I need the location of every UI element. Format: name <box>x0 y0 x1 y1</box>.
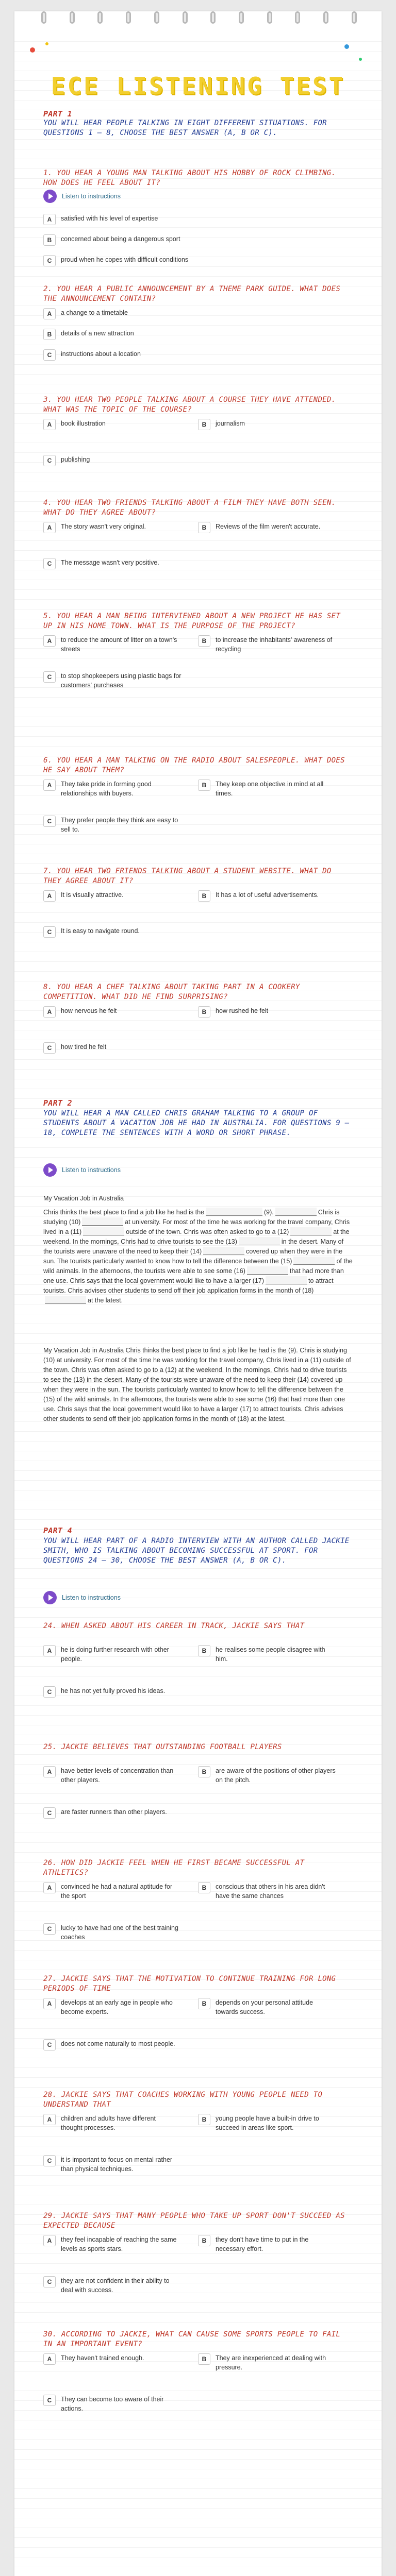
answer-option[interactable] <box>43 890 177 902</box>
option-text: they don't have time to put in the necessary effort. <box>216 2236 309 2252</box>
option-text: does not come naturally to most people. <box>61 2040 175 2047</box>
answer-blank-input[interactable] <box>290 1227 332 1235</box>
option-text: It is visually attractive. <box>61 891 124 899</box>
passage-plain: My Vacation Job in Australia Chris thinks the best place to find a job like he had is the (9). Chris is studying (10) at university. For most of the time he was working for the travel company, Chris lived in a (11) outside of the town. Chris was often asked to go to a (12) at the weekend. In the mornings, Chris had to drive tourists to see the (13) in the desert. Many of the tourists were unaware of the need to keep their (14) covered up when they were in the sun. The tourists particularly wanted to know how to tell the difference between the (15) of the wild animals. In the afternoons, the tourists were able to see some (16) that had more than one use. Chris says that the local government would like to have a larger (17) to attract tourists. Chris advises other students to send off their job application forms in the month of (18) at the latest. <box>43 1347 351 1422</box>
answer-option[interactable] <box>43 2276 183 2295</box>
option-text: they feel incapable of reaching the same levels as sports stars. <box>61 2236 177 2252</box>
ring-icon <box>295 11 300 24</box>
option-letter[interactable]: A <box>43 1882 56 1893</box>
question-text: 24. WHEN ASKED ABOUT HIS CAREER IN TRACK, JACKIE SAYS THAT <box>43 1622 305 1630</box>
option-letter[interactable]: B <box>198 2353 210 2365</box>
option-letter[interactable]: C <box>43 255 56 266</box>
option-text: convinced he had a natural aptitude for the sport <box>61 1883 173 1900</box>
answer-blank-input[interactable] <box>266 1276 307 1284</box>
answer-option[interactable] <box>198 2114 337 2132</box>
passage-segment: outside of the town. Chris was often asked to go to a (12) <box>126 1228 289 1235</box>
answer-blank-input[interactable] <box>247 1266 288 1275</box>
play-icon[interactable] <box>43 190 57 203</box>
option-letter[interactable]: B <box>198 1645 210 1656</box>
answer-option[interactable] <box>198 1006 337 1018</box>
answer-option[interactable] <box>198 522 337 533</box>
question-text: 6. YOU HEAR A MAN TALKING ON THE RADIO ABOUT SALESPEOPLE. WHAT DOES HE SAY ABOUT THEM? <box>43 756 345 774</box>
option-text: he is doing further research with other people. <box>61 1646 169 1663</box>
ring-icon <box>352 11 357 24</box>
option-letter[interactable]: A <box>43 1766 56 1777</box>
decor-dot-icon <box>359 58 362 61</box>
answer-option[interactable] <box>198 2235 337 2253</box>
answer-blank-input[interactable] <box>82 1217 123 1226</box>
option-text: have better levels of concentration than other players. <box>61 1767 174 1784</box>
passage-segment: at the weekend. In the mornings, Chris had to drive tourists to see the (13) <box>43 1228 350 1245</box>
page-title: ECE LISTENING TEST <box>51 72 345 100</box>
answer-blank-input[interactable] <box>45 1296 86 1304</box>
option-letter[interactable]: B <box>198 2235 210 2246</box>
answer-option[interactable] <box>43 1766 177 1785</box>
option-text: he has not yet fully proved his ideas. <box>61 1687 166 1694</box>
answer-blank-input[interactable] <box>83 1227 124 1235</box>
ring-icon <box>239 11 244 24</box>
answer-option[interactable] <box>198 1998 337 2016</box>
option-text: develops at an early age in people who become experts. <box>61 1999 173 2015</box>
answer-option[interactable] <box>43 1923 183 1942</box>
listen-label: Listen to instructions <box>62 1166 121 1174</box>
option-text: children and adults have different thought processes. <box>61 2115 156 2131</box>
answer-blank-input[interactable] <box>206 1208 262 1216</box>
answer-option[interactable] <box>43 2395 183 2413</box>
answer-option[interactable] <box>43 635 177 654</box>
answer-blank-input[interactable] <box>203 1247 244 1255</box>
question-text: 26. HOW DID JACKIE FEEL WHEN HE FIRST BECAME SUCCESSFUL AT ATHLETICS? <box>43 1859 305 1877</box>
answer-option[interactable] <box>43 234 342 246</box>
option-letter[interactable]: B <box>198 779 210 791</box>
ring-icon <box>126 11 131 24</box>
answer-option[interactable] <box>43 1882 177 1901</box>
answer-option[interactable] <box>198 1766 337 1785</box>
passage-gapfill <box>43 1194 353 1306</box>
worksheet <box>14 11 382 2576</box>
answer-blank-input[interactable] <box>275 1208 317 1216</box>
option-text: book illustration <box>61 420 106 427</box>
option-letter[interactable]: A <box>43 1998 56 2009</box>
ring-icon <box>97 11 103 24</box>
answer-option[interactable] <box>43 455 183 466</box>
option-text: depends on your personal attitude towards success. <box>216 1999 314 2015</box>
part-instructions: YOU WILL HEAR PEOPLE TALKING IN EIGHT DIFFERENT SITUATIONS. FOR QUESTIONS 1 – 8, CHOOSE THE BEST ANSWER (A, B OR C). <box>43 119 327 137</box>
option-text: to reduce the amount of litter on a town's streets <box>61 636 177 653</box>
listen-instructions-button[interactable] <box>43 1163 353 1177</box>
option-letter[interactable]: A <box>43 522 56 533</box>
question-text: 4. YOU HEAR TWO FRIENDS TALKING ABOUT A FILM THEY HAVE BOTH SEEN. WHAT DO THEY AGREE ABOUT? <box>43 499 336 517</box>
option-letter[interactable]: C <box>43 1042 56 1054</box>
option-text: instructions about a location <box>61 350 141 358</box>
option-text: They are inexperienced at dealing with pressure. <box>216 2354 326 2371</box>
option-letter[interactable]: C <box>43 455 56 466</box>
option-letter[interactable]: B <box>43 329 56 340</box>
ring-icon <box>154 11 159 24</box>
option-letter[interactable]: C <box>43 2155 56 2166</box>
passage-segment: to attract tourists. Chris advises other students to send off their job application forms in the month of (18) <box>43 1277 334 1294</box>
answer-option[interactable] <box>43 522 177 533</box>
option-letter[interactable]: C <box>43 558 56 569</box>
option-letter[interactable]: B <box>198 1006 210 1018</box>
answer-option[interactable] <box>198 1645 337 1664</box>
ring-icon <box>323 11 328 24</box>
question-text: 27. JACKIE SAYS THAT THE MOTIVATION TO CONTINUE TRAINING FOR LONG PERIODS OF TIME <box>43 1975 336 1993</box>
part-label: PART 1 <box>43 109 72 118</box>
option-letter[interactable]: A <box>43 308 56 319</box>
answer-option[interactable] <box>43 214 342 225</box>
question-text: 28. JACKIE SAYS THAT COACHES WORKING WITH YOUNG PEOPLE NEED TO UNDERSTAND THAT <box>43 2091 323 2109</box>
option-letter[interactable]: B <box>198 419 210 430</box>
answer-option[interactable] <box>43 349 342 361</box>
option-text: how tired he felt <box>61 1043 107 1050</box>
answer-option[interactable] <box>198 1882 337 1901</box>
answer-option[interactable] <box>43 558 183 569</box>
option-letter[interactable]: A <box>43 2353 56 2365</box>
question-text: 8. YOU HEAR A CHEF TALKING ABOUT TAKING PART IN A COOKERY COMPETITION. WHAT DID HE FIND SURPRISING? <box>43 983 300 1001</box>
option-text: It has a lot of useful advertisements. <box>216 891 319 899</box>
answer-option[interactable] <box>43 671 183 690</box>
passage-segment: covered up when they were in the sun. The tourists particularly wanted to know how to tell the difference between the (15) <box>43 1248 343 1265</box>
question-text: 25. JACKIE BELIEVES THAT OUTSTANDING FOOTBALL PLAYERS <box>43 1743 282 1751</box>
option-letter[interactable]: B <box>198 1998 210 2009</box>
option-text: it is important to focus on mental rather than physical techniques. <box>61 2156 173 2173</box>
question-text: 29. JACKIE SAYS THAT MANY PEOPLE WHO TAKE UP SPORT DON'T SUCCEED AS EXPECTED BECAUSE <box>43 2212 345 2230</box>
option-text: publishing <box>61 456 90 463</box>
option-text: young people have a built-in drive to succeed in areas like sport. <box>216 2115 319 2131</box>
answer-option[interactable] <box>198 779 337 798</box>
option-letter[interactable]: B <box>198 890 210 902</box>
answer-option[interactable] <box>43 1006 177 1018</box>
option-text: journalism <box>216 420 245 427</box>
option-letter[interactable]: B <box>43 234 56 246</box>
decor-dot-icon <box>45 42 48 45</box>
option-letter[interactable]: B <box>198 1882 210 1893</box>
answer-option[interactable] <box>43 816 183 834</box>
answer-option[interactable] <box>43 1998 177 2016</box>
option-letter[interactable]: C <box>43 1686 56 1698</box>
option-text: are aware of the positions of other players on the pitch. <box>216 1767 336 1784</box>
option-letter[interactable]: C <box>43 2395 56 2406</box>
answer-option[interactable] <box>43 2353 177 2365</box>
answer-option[interactable] <box>43 2155 183 2174</box>
answer-option[interactable] <box>43 1042 183 1054</box>
option-text: They can become too aware of their actions. <box>61 2396 164 2412</box>
option-letter[interactable]: B <box>198 1766 210 1777</box>
answer-option[interactable] <box>43 255 342 266</box>
option-letter[interactable]: C <box>43 1807 56 1819</box>
option-letter[interactable]: C <box>43 2039 56 2050</box>
option-text: they are not confident in their ability to deal with success. <box>61 2277 170 2294</box>
option-letter[interactable]: A <box>43 779 56 791</box>
option-letter[interactable]: A <box>43 635 56 647</box>
option-letter[interactable]: C <box>43 816 56 827</box>
part-label: PART 2 <box>43 1098 72 1108</box>
answer-option[interactable] <box>43 2235 177 2253</box>
option-text: Reviews of the film weren't accurate. <box>216 523 321 530</box>
option-text: It is easy to navigate round. <box>61 927 140 935</box>
ring-icon <box>183 11 188 24</box>
option-letter[interactable]: B <box>198 522 210 533</box>
decor-dot-icon <box>30 47 35 53</box>
option-text: how nervous he felt <box>61 1007 117 1014</box>
answer-option[interactable] <box>43 2039 183 2050</box>
passage-segment: Chris thinks the best place to find a job like he had is the <box>43 1209 204 1216</box>
ring-icon <box>70 11 75 24</box>
passage-segment: at the latest. <box>88 1297 123 1304</box>
option-letter[interactable]: C <box>43 926 56 938</box>
answer-option[interactable] <box>43 779 177 798</box>
option-letter[interactable]: C <box>43 671 56 683</box>
option-text: The story wasn't very original. <box>61 523 146 530</box>
option-text: They take pride in forming good relationships with buyers. <box>61 781 152 797</box>
question-text: 5. YOU HEAR A MAN BEING INTERVIEWED ABOUT A NEW PROJECT HE HAS SET UP IN HIS HOME TOWN. WHAT IS THE PURPOSE OF THE PROJECT? <box>43 612 341 630</box>
ring-icon <box>210 11 216 24</box>
option-letter[interactable]: C <box>43 349 56 361</box>
ring-icon <box>267 11 272 24</box>
listen-instructions-button[interactable] <box>43 1590 353 1605</box>
option-letter[interactable]: B <box>198 635 210 647</box>
question-text: 30. ACCORDING TO JACKIE, WHAT CAN CAUSE SOME SPORTS PEOPLE TO FAIL IN AN IMPORTANT EVENT? <box>43 2330 341 2348</box>
option-text: satisfied with his level of expertise <box>61 215 158 222</box>
option-text: conscious that others in his area didn't have the same chances <box>216 1883 325 1900</box>
option-text: how rushed he felt <box>216 1007 269 1014</box>
option-text: They prefer people they think are easy to sell to. <box>61 817 178 833</box>
option-text: lucky to have had one of the best training coaches <box>61 1924 178 1941</box>
answer-blank-input[interactable] <box>239 1237 280 1245</box>
decor-dot-icon <box>344 44 349 49</box>
answer-option[interactable] <box>43 419 177 430</box>
option-letter[interactable]: A <box>43 419 56 430</box>
option-text: are faster runners than other players. <box>61 1808 167 1816</box>
option-text: They keep one objective in mind at all times. <box>216 781 324 797</box>
option-letter[interactable]: A <box>43 890 56 902</box>
option-text: to increase the inhabitants' awareness of recycling <box>216 636 333 653</box>
play-icon[interactable] <box>43 1591 57 1604</box>
option-text: proud when he copes with difficult conditions <box>61 256 189 263</box>
answer-option[interactable] <box>43 329 342 340</box>
option-letter[interactable]: C <box>43 2276 56 2287</box>
passage-segment: at university. For most of the time he was working for the travel company, Chris lived in a (11) <box>43 1218 350 1235</box>
question-text: 1. YOU HEAR A YOUNG MAN TALKING ABOUT HIS HOBBY OF ROCK CLIMBING. HOW DOES HE FEEL ABOUT IT? <box>43 169 336 187</box>
answer-option[interactable] <box>198 890 337 902</box>
question-text: 7. YOU HEAR TWO FRIENDS TALKING ABOUT A STUDENT WEBSITE. WHAT DO THEY AGREE ABOUT IT? <box>43 867 332 885</box>
passage-segment: in the desert. Many of the tourists were unaware of the need to keep their (14) <box>43 1238 344 1255</box>
passage-segment: of the wild animals. In the afternoons, the tourists were able to see some (16) <box>43 1258 353 1275</box>
option-text: concerned about being a dangerous sport <box>61 235 180 243</box>
answer-option[interactable] <box>43 1807 183 1819</box>
option-letter[interactable]: B <box>198 2114 210 2125</box>
option-text: he realises some people disagree with him. <box>216 1646 325 1663</box>
answer-option[interactable] <box>198 2353 337 2372</box>
passage-segment: (9). <box>264 1209 274 1216</box>
option-letter[interactable]: A <box>43 1645 56 1656</box>
option-text: details of a new attraction <box>61 330 134 337</box>
answer-option[interactable] <box>198 419 337 430</box>
option-text: They haven't trained enough. <box>61 2354 144 2362</box>
part-label: PART 4 <box>43 1526 72 1535</box>
answer-option[interactable] <box>198 635 337 654</box>
option-letter[interactable]: C <box>43 1923 56 1935</box>
listen-label: Listen to instructions <box>62 193 121 200</box>
option-letter[interactable]: A <box>43 2114 56 2125</box>
option-text: a change to a timetable <box>61 309 128 316</box>
part-instructions: YOU WILL HEAR A MAN CALLED CHRIS GRAHAM TALKING TO A GROUP OF STUDENTS ABOUT A VACATION JOB HE HAD IN AUSTRALIA. FOR QUESTIONS 9 – 18, COMPLETE THE SENTENCES WITH A WORD OR SHORT PHRASE. <box>43 1109 350 1137</box>
option-text: to stop shopkeepers using plastic bags for customers' purchases <box>61 672 182 689</box>
passage-title: My Vacation Job in Australia <box>43 1195 124 1202</box>
notebook-rings <box>41 11 357 24</box>
option-letter[interactable]: A <box>43 1006 56 1018</box>
question-text: 3. YOU HEAR TWO PEOPLE TALKING ABOUT A COURSE THEY HAVE ATTENDED. WHAT WAS THE TOPIC OF THE COURSE? <box>43 396 336 414</box>
ring-icon <box>41 11 46 24</box>
passage-paragraph <box>43 1208 353 1306</box>
listen-instructions-button[interactable] <box>43 189 353 204</box>
question-text: 2. YOU HEAR A PUBLIC ANNOUNCEMENT BY A THEME PARK GUIDE. WHAT DOES THE ANNOUNCEMENT CONTAIN? <box>43 285 341 303</box>
answer-option[interactable] <box>43 2114 177 2132</box>
passage-segment: that had more than one use. Chris says that the local government would like to have a larger (17) <box>43 1267 344 1284</box>
passage-segment: Chris is studying (10) <box>43 1209 340 1226</box>
answer-option[interactable] <box>43 1686 183 1698</box>
option-letter[interactable]: A <box>43 214 56 225</box>
answer-option[interactable] <box>43 308 342 319</box>
part-instructions: YOU WILL HEAR PART OF A RADIO INTERVIEW WITH AN AUTHOR CALLED JACKIE SMITH, WHO IS TALKING ABOUT BECOMING SUCCESSFUL AT SPORT. FOR QUESTIONS 24 – 30, CHOOSE THE BEST ANSWER (A, B OR C). <box>43 1537 350 1565</box>
option-text: The message wasn't very positive. <box>61 559 159 566</box>
answer-option[interactable] <box>43 926 183 938</box>
play-icon[interactable] <box>43 1163 57 1177</box>
answer-option[interactable] <box>43 1645 177 1664</box>
answer-blank-input[interactable] <box>293 1257 335 1265</box>
option-letter[interactable]: A <box>43 2235 56 2246</box>
listen-label: Listen to instructions <box>62 1594 121 1601</box>
